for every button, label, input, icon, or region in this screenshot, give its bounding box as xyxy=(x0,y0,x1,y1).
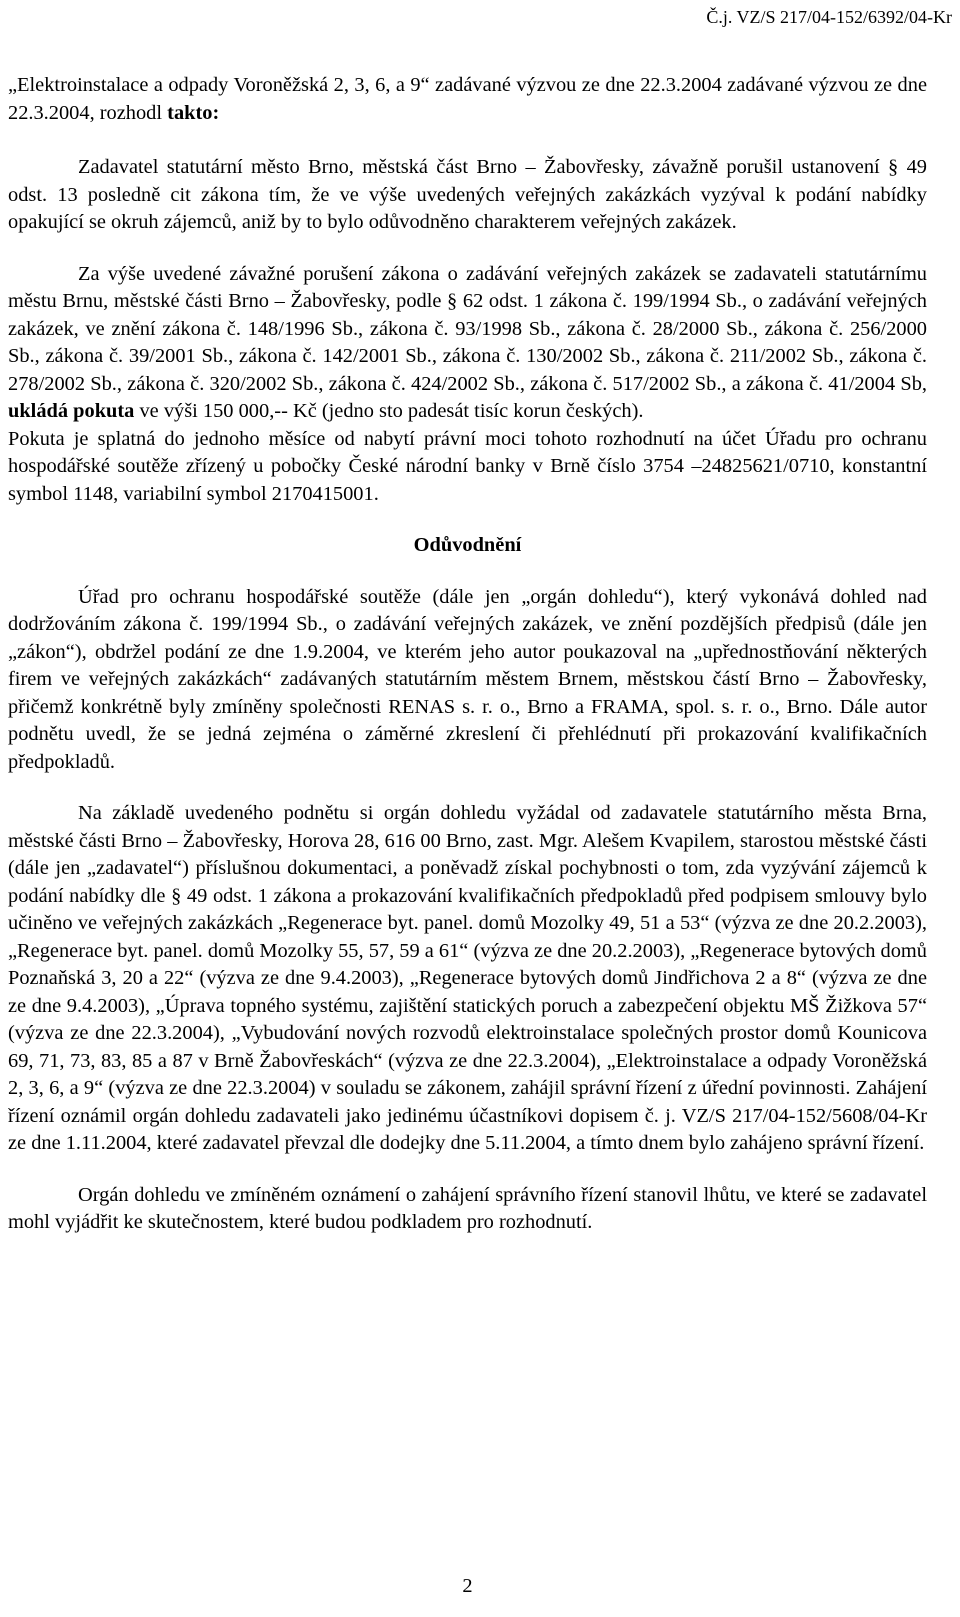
penalty-keyword: ukládá pokuta xyxy=(8,400,135,422)
paragraph-justification-1: Úřad pro ochranu hospodářské soutěže (dále jen „orgán dohledu“), který vykonává dohled nad dodržováním zákona č. 199/1994 Sb., o zadávání veřejných zakázek, ve znění pozdějších předpisů (dále jen „zákon“), obdržel podání ze dne 1.9.2004, ve kterém jeho autor poukazoval na „upřednostňování některých firem ve veřejných zakázkách“ zadávaných statutárním městem Brnem, městskou částí Brno – Žabovřesky, přičemž konkrétně byly zmíněny společnosti RENAS s. r. o., Brno a FRAMA, spol. s. r. o., Brno. Dále autor podnětu uvedl, že se jedná zejména o záměrné zkreslení či přehlédnutí při prokazování kvalifikačních předpokladů. xyxy=(8,585,927,773)
decision-keyword: takto: xyxy=(167,101,220,124)
paragraph-penalty xyxy=(8,261,927,426)
penalty-amount-text: ve výši 150 000,-- Kč (jedno sto padesát tisíc korun českých). xyxy=(134,400,644,422)
case-reference: Č.j. VZ/S 217/04-152/6392/04-Kr xyxy=(706,7,952,27)
paragraph-violation: Zadavatel statutární město Brno, městská část Brno – Žabovřesky, závažně porušil ustanovení § 49 odst. 13 posledně cit zákona tím, že ve výše uvedených veřejných zakázkách vyzýval k podání nabídky opakující se okruh zájemců, aniž by to bylo odůvodněno charakterem veřejných zakázek. xyxy=(8,156,927,233)
paragraph-payment: Pokuta je splatná do jednoho měsíce od nabytí právní moci tohoto rozhodnutí na účet Úřadu pro ochranu hospodářské soutěže zřízený u pobočky České národní banky v Brně číslo 3754 –24825621/0710, konstantní symbol 1148, variabilní symbol 2170415001. xyxy=(8,427,927,505)
paragraph-decision-intro xyxy=(8,72,927,127)
decision-intro-text: „Elektroinstalace a odpady Voroněžská 2, 3, 6, a 9“ zadávané výzvou ze dne 22.3.2004 zadávané výzvou ze dne 22.3.2004, rozhodl xyxy=(8,74,927,124)
paragraph-justification-2: Na základě uvedeného podnětu si orgán dohledu vyžádal od zadavatele statutárního města Brna, městské části Brno – Žabovřesky, Horova 28, 616 00 Brno, zast. Mgr. Alešem Kvapilem, starostou městské části (dále jen „zadavatel“) příslušnou dokumentaci, a poněvadž získal pochybnosti o tom, zda vyzývání zájemců k podání nabídky dle § 49 odst. 1 zákona a prokazování kvalifikačních předpokladů před podpisem smlouvy bylo učiněno ve veřejných zakázkách „Regenerace byt. panel. domů Mozolky 49, 51 a 53“ (výzva ze dne 20.2.2003), „Regenerace byt. panel. domů Mozolky 55, 57, 59 a 61“ (výzva ze dne 20.2.2003), „Regenerace bytových domů Poznaňská 3, 20 a 22“ (výzva ze dne 9.4.2003), „Regenerace bytových domů Jindřichova 2 a 8“ (výzva ze dne ze dne 9.4.2003), „Úprava topného systému, zajištění statických poruch a zabezpečení objektu MŠ Žižkova 57“ (výzva ze dne 22.3.2004), „Vybudování nových rozvodů elektroinstalace společných prostor domů Kounicova 69, 71, 73, 83, 85 a 87 v Brně Žabovřeskách“ (výzva ze dne 22.3.2004), „Elektroinstalace a odpady Voroněžská 2, 3, 6, a 9“ (výzva ze dne 22.3.2004) v souladu se zákonem, zahájil správní řízení z úřední povinnosti. Zahájení řízení oznámil orgán dohledu zadavateli jako jedinému účastníkovi dopisem č. j. VZ/S 217/04-152/5608/04-Kr ze dne 1.11.2004, které zadavatel převzal dle dodejky dne 5.11.2004, a tímto dnem bylo zahájeno správní řízení. xyxy=(8,802,927,1154)
penalty-text: Za výše uvedené závažné porušení zákona o zadávání veřejných zakázek se zadavateli statutárnímu městu Brnu, městské části Brno – Žabovřesky, podle § 62 odst. 1 zákona č. 199/1994 Sb., o zadávání veřejných zakázek, ve znění zákona č. 148/1996 Sb., zákona č. 93/1998 Sb., zákona č. 28/2000 Sb., zákona č. 256/2000 Sb., zákona č. 39/2001 Sb., zákona č. 142/2001 Sb., zákona č. 130/2002 Sb., zákona č. 211/2002 Sb., zákona č. 278/2002 Sb., zákona č. 320/2002 Sb., zákona č. 424/2002 Sb., zákona č. 517/2002 Sb., a zákona č. 41/2004 Sb, xyxy=(8,262,927,395)
document-body xyxy=(8,72,927,1237)
paragraph-justification-3: Orgán dohledu ve zmíněném oznámení o zahájení správního řízení stanovil lhůtu, ve které se zadavatel mohl vyjádřit ke skutečnostem, které budou podkladem pro rozhodnutí. xyxy=(8,1183,927,1233)
section-heading-justification: Odůvodnění xyxy=(413,534,522,556)
page-number: 2 xyxy=(462,1575,473,1597)
